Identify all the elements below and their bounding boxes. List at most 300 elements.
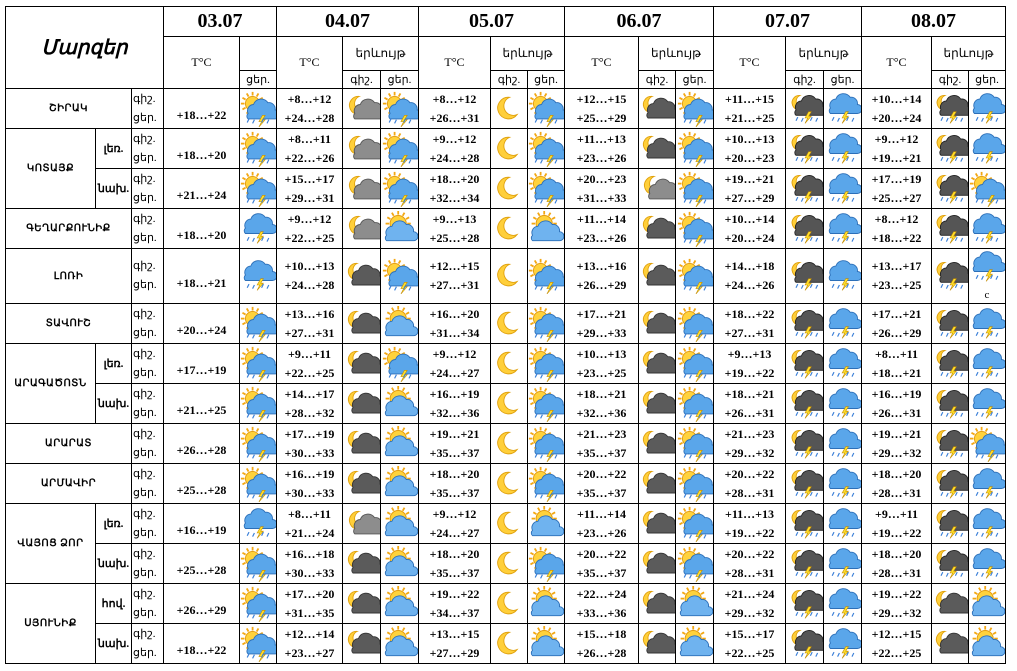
temp-range: [714, 89, 786, 129]
night-temp: +9…+12: [874, 131, 919, 146]
sun-cloud-storm-icon: [240, 89, 277, 129]
night-temp: +16…+19: [871, 386, 922, 401]
moon-storm-icon: [786, 209, 824, 249]
sun-cloud-icon: [528, 209, 565, 249]
day-temp: +18…+22: [164, 624, 240, 664]
night-day-labels: [132, 504, 164, 544]
day-temp: +35…+37: [429, 565, 480, 580]
moon-cloud-icon: [639, 169, 676, 209]
day-temp: +17…+19: [164, 344, 240, 384]
sun-cloud-storm-icon: [676, 504, 714, 544]
day-temp: +29…+32: [724, 445, 775, 460]
day-temp: +22…+25: [284, 230, 335, 245]
sun-cloud-storm-icon: [381, 129, 419, 169]
moon-icon: [491, 249, 528, 304]
temp-range: [565, 344, 639, 384]
temp-header: T°C: [277, 37, 343, 89]
night-temp: +18…+20: [429, 171, 480, 186]
moon-cloud-icon: [343, 504, 381, 544]
cloud-storm-icon: [969, 464, 1006, 504]
cloud-storm-icon: [969, 249, 1006, 304]
cloud-storm-icon: [824, 249, 862, 304]
day-temp: +26…+31: [724, 405, 775, 420]
region-name: ԿՈՏԱՅՔ: [6, 129, 96, 209]
temp-range: [277, 624, 343, 664]
temp-range: [862, 544, 932, 584]
night-temp: +16…+19: [429, 386, 480, 401]
cloud-storm-icon: [969, 344, 1006, 384]
day-temp: +26…+31: [429, 110, 480, 125]
moon-storm-icon: [932, 544, 969, 584]
night-day-labels: [132, 464, 164, 504]
night-temp: +18…+20: [429, 546, 480, 561]
sun-cloud-storm-icon: [528, 544, 565, 584]
moon-dark-cloud-icon: [639, 504, 676, 544]
night-label: գիշ.: [133, 427, 156, 440]
day-temp: +24…+26: [724, 278, 775, 292]
day-label: ցեր.: [133, 646, 157, 659]
night-temp: +18…+21: [576, 386, 627, 401]
temp-range: [419, 209, 491, 249]
temp-range: [419, 249, 491, 304]
moon-cloud-icon: [343, 169, 381, 209]
night-temp: +20…+22: [576, 466, 627, 481]
sun-cloud-icon: [528, 504, 565, 544]
cloud-storm-icon: [969, 384, 1006, 424]
temp-range: [714, 304, 786, 344]
night-temp: +10…+13: [576, 346, 627, 361]
cloud-storm-icon: [824, 544, 862, 584]
day-temp: +21…+25: [164, 384, 240, 424]
phenomenon-header: երևույթ: [343, 37, 419, 71]
day-label: ցեր.: [133, 111, 157, 124]
region-name: ՍՅՈՒՆԻՔ: [6, 584, 96, 664]
night-temp: +20…+22: [724, 466, 775, 481]
temp-range: [419, 304, 491, 344]
sun-cloud-storm-icon: [676, 424, 714, 464]
sun-cloud-storm-icon: [528, 384, 565, 424]
sun-cloud-storm-icon: [381, 169, 419, 209]
night-day-labels: [132, 624, 164, 664]
night-temp: +13…+15: [429, 626, 480, 641]
day-temp: +30…+33: [284, 485, 335, 500]
day-temp: +22…+25: [871, 645, 922, 660]
cloud-storm-icon: [969, 504, 1006, 544]
moon-dark-cloud-icon: [343, 249, 381, 304]
cloud-storm-icon: [824, 624, 862, 664]
night-label: գիշ.: [133, 92, 156, 105]
moon-dark-cloud-icon: [932, 584, 969, 624]
temp-range: [277, 504, 343, 544]
night-subheader: գիշ.: [639, 71, 676, 89]
region-name: ԱՐՄԱՎԻՐ: [6, 464, 132, 504]
region-name: ԳԵՂԱՐՔՈՒՆԻՔ: [6, 209, 132, 249]
day-temp: +21…+24: [284, 525, 335, 540]
sun-cloud-icon: [381, 544, 419, 584]
night-temp: +21…+24: [724, 586, 775, 601]
temp-range: [277, 209, 343, 249]
temp-range: [714, 209, 786, 249]
region-row: [6, 249, 1006, 304]
night-label: գիշ.: [133, 587, 156, 600]
day-temp: +26…+28: [576, 645, 627, 660]
cloud-storm-icon: [240, 249, 277, 304]
day-temp: +32…+36: [576, 405, 627, 420]
moon-dark-cloud-icon: [639, 384, 676, 424]
night-temp: +8…+12: [874, 211, 919, 226]
temp-range: [565, 624, 639, 664]
sun-cloud-icon: [381, 584, 419, 624]
cloud-storm-icon: [240, 209, 277, 249]
moon-storm-icon: [786, 544, 824, 584]
cloud-storm-icon: [824, 384, 862, 424]
day-temp: +27…+31: [724, 325, 775, 340]
cloud-storm-icon: [969, 129, 1006, 169]
night-temp: +13…+16: [576, 259, 627, 273]
night-day-labels: [132, 169, 164, 209]
temp-range: [565, 129, 639, 169]
day-temp: +24…+28: [284, 110, 335, 125]
night-temp: +9…+13: [727, 346, 772, 361]
night-temp: +21…+23: [724, 426, 775, 441]
sun-cloud-storm-icon: [240, 544, 277, 584]
night-subheader: գիշ.: [932, 71, 969, 89]
day-subheader: ցեր.: [381, 71, 419, 89]
moon-dark-cloud-icon: [639, 304, 676, 344]
day-subheader: ցեր.: [824, 71, 862, 89]
region-row: [6, 169, 1006, 209]
date-header: 03.07: [164, 7, 277, 37]
sun-cloud-icon: [381, 209, 419, 249]
day-label: ցեր.: [133, 566, 157, 579]
day-temp: +23…+26: [576, 230, 627, 245]
sun-cloud-storm-icon: [240, 169, 277, 209]
temp-range: [419, 424, 491, 464]
date-header: 05.07: [419, 7, 565, 37]
moon-icon: [491, 304, 528, 344]
subregion-name: նախ.: [96, 624, 132, 664]
sun-cloud-storm-icon: [676, 384, 714, 424]
temp-range: [862, 464, 932, 504]
sun-cloud-storm-icon: [676, 209, 714, 249]
moon-dark-cloud-icon: [343, 384, 381, 424]
night-temp: +10…+14: [871, 91, 922, 106]
temp-range: [714, 344, 786, 384]
cloud-storm-icon: [969, 304, 1006, 344]
night-temp: +9…+12: [432, 131, 477, 146]
night-temp: +9…+13: [432, 211, 477, 226]
sun-cloud-storm-icon: [240, 584, 277, 624]
night-temp: +15…+18: [576, 626, 627, 641]
sun-cloud-storm-icon: [528, 424, 565, 464]
temp-range: [277, 384, 343, 424]
cloud-storm-icon: [824, 129, 862, 169]
day-temp: +26…+31: [871, 405, 922, 420]
day-temp: +31…+35: [284, 605, 335, 620]
night-temp: +12…+15: [576, 91, 627, 106]
day-label: ցեր.: [133, 151, 157, 164]
day-temp: +19…+22: [724, 365, 775, 380]
night-temp: +19…+21: [429, 426, 480, 441]
temp-range: [277, 169, 343, 209]
regions-header: Մարզեր: [6, 7, 164, 89]
day-label: ցեր.: [133, 231, 157, 244]
day-temp: +18…+21: [871, 365, 922, 380]
night-label: գիշ.: [133, 347, 156, 360]
day-temp: +20…+23: [724, 150, 775, 165]
day-temp: +31…+34: [429, 325, 480, 340]
day-temp: +23…+25: [576, 365, 627, 380]
night-temp: +8…+12: [432, 91, 477, 106]
sun-cloud-icon: [381, 624, 419, 664]
moon-storm-icon: [786, 464, 824, 504]
temp-range: [714, 464, 786, 504]
moon-storm-icon: [932, 384, 969, 424]
phenomenon-header: երևույթ: [639, 37, 714, 71]
cloud-storm-icon: [824, 504, 862, 544]
sun-cloud-storm-icon: [381, 89, 419, 129]
temp-range: [419, 344, 491, 384]
night-day-labels: [132, 129, 164, 169]
day-label: ցեր.: [133, 406, 157, 419]
phenomenon-header: երևույթ: [932, 37, 1006, 71]
temp-range: [565, 384, 639, 424]
sun-cloud-icon: [676, 584, 714, 624]
day-temp: +24…+28: [284, 278, 335, 292]
day-temp: +20…+24: [164, 304, 240, 344]
sun-cloud-icon: [381, 304, 419, 344]
moon-storm-icon: [786, 624, 824, 664]
moon-storm-icon: [932, 304, 969, 344]
temp-range: [565, 89, 639, 129]
night-label: գիշ.: [133, 172, 156, 185]
date-header: 04.07: [277, 7, 419, 37]
day-temp: +35…+37: [576, 565, 627, 580]
temp-range: [714, 249, 786, 304]
sun-cloud-storm-icon: [676, 249, 714, 304]
moon-icon: [491, 89, 528, 129]
day-temp: +25…+28: [164, 464, 240, 504]
night-day-labels: [132, 344, 164, 384]
night-temp: +9…+12: [432, 506, 477, 521]
moon-storm-icon: [786, 584, 824, 624]
moon-dark-cloud-icon: [639, 424, 676, 464]
day-temp: +28…+32: [284, 405, 335, 420]
day-temp: +32…+34: [429, 190, 480, 205]
moon-storm-icon: [786, 129, 824, 169]
region-row: [6, 209, 1006, 249]
day-temp: +29…+33: [576, 325, 627, 340]
temp-range: [714, 584, 786, 624]
moon-storm-icon: [786, 89, 824, 129]
day-temp: +26…+28: [164, 424, 240, 464]
night-temp: +9…+11: [874, 506, 918, 521]
moon-cloud-icon: [343, 89, 381, 129]
day-temp: +18…+20: [164, 209, 240, 249]
moon-dark-cloud-icon: [343, 624, 381, 664]
night-temp: +8…+11: [874, 346, 918, 361]
moon-storm-icon: [786, 344, 824, 384]
sun-cloud-storm-icon: [240, 129, 277, 169]
day-temp: +28…+31: [871, 485, 922, 500]
subregion-name: լեռ.: [96, 129, 132, 169]
forecast-sheet: [5, 6, 1006, 664]
temp-range: [419, 89, 491, 129]
temp-range: [714, 544, 786, 584]
night-label: գիշ.: [133, 387, 156, 400]
temp-range: [714, 384, 786, 424]
night-label: գիշ.: [133, 547, 156, 560]
sun-cloud-icon: [381, 424, 419, 464]
day-temp: +34…+37: [429, 605, 480, 620]
day-temp: +24…+28: [429, 150, 480, 165]
moon-dark-cloud-icon: [343, 584, 381, 624]
region-row: [6, 384, 1006, 424]
night-day-labels: [132, 249, 164, 304]
moon-storm-icon: [932, 424, 969, 464]
temp-range: [419, 384, 491, 424]
day-temp: +35…+37: [429, 445, 480, 460]
night-temp: +20…+22: [724, 546, 775, 561]
night-temp: +18…+20: [429, 466, 480, 481]
night-temp: +13…+16: [284, 306, 335, 321]
day-temp: +25…+27: [871, 190, 922, 205]
moon-dark-cloud-icon: [639, 344, 676, 384]
day-temp: +35…+37: [429, 485, 480, 500]
phenomenon-header-empty: [240, 37, 277, 71]
temp-range: [565, 584, 639, 624]
sun-cloud-storm-icon: [528, 89, 565, 129]
day-subheader: ցեր.: [240, 71, 277, 89]
moon-dark-cloud-icon: [639, 544, 676, 584]
temp-range: [565, 209, 639, 249]
night-temp: +20…+23: [576, 171, 627, 186]
temp-range: [419, 504, 491, 544]
night-temp: +16…+20: [429, 306, 480, 321]
sun-cloud-storm-icon: [676, 129, 714, 169]
night-label: գիշ.: [133, 507, 156, 520]
moon-dark-cloud-icon: [343, 304, 381, 344]
temp-range: [862, 384, 932, 424]
subregion-name: հով.: [96, 584, 132, 624]
night-label: գիշ.: [133, 132, 156, 145]
sun-cloud-storm-icon: [240, 304, 277, 344]
day-temp: +32…+36: [429, 405, 480, 420]
day-temp: +20…+24: [724, 230, 775, 245]
day-temp: +27…+29: [429, 645, 480, 660]
moon-storm-icon: [932, 89, 969, 129]
night-temp: +11…+14: [576, 506, 626, 521]
day-temp: +18…+22: [164, 89, 240, 129]
night-temp: +16…+18: [284, 546, 335, 561]
sun-cloud-storm-icon: [676, 169, 714, 209]
night-temp: +22…+24: [576, 586, 627, 601]
night-temp: +8…+11: [287, 131, 331, 146]
temp-range: [862, 624, 932, 664]
temp-header: T°C: [714, 37, 786, 89]
temp-range: [419, 544, 491, 584]
temp-range: [862, 209, 932, 249]
night-temp: +9…+12: [432, 346, 477, 361]
region-name: ԼՈՌԻ: [6, 249, 132, 304]
day-subheader: ցեր.: [969, 71, 1006, 89]
day-label: ցեր.: [133, 486, 157, 499]
cloud-storm-icon: [824, 169, 862, 209]
temp-range: [565, 169, 639, 209]
moon-icon: [491, 544, 528, 584]
temp-range: [277, 129, 343, 169]
subregion-name: լեռ.: [96, 504, 132, 544]
temp-range: [714, 129, 786, 169]
night-temp: +9…+11: [287, 346, 331, 361]
night-temp: +8…+11: [287, 506, 331, 521]
temp-range: [862, 169, 932, 209]
temp-range: [714, 624, 786, 664]
day-temp: +33…+36: [576, 605, 627, 620]
moon-storm-icon: [786, 249, 824, 304]
moon-storm-icon: [932, 464, 969, 504]
temp-range: [419, 129, 491, 169]
moon-storm-icon: [932, 209, 969, 249]
day-temp: +27…+31: [429, 278, 480, 292]
region-row: [6, 344, 1006, 384]
subregion-name: նախ.: [96, 544, 132, 584]
temp-range: [862, 249, 932, 304]
moon-dark-cloud-icon: [639, 89, 676, 129]
cloud-storm-icon: [824, 464, 862, 504]
cloud-storm-icon: [824, 304, 862, 344]
night-temp: +17…+19: [284, 426, 335, 441]
moon-storm-icon: [932, 169, 969, 209]
night-temp: +16…+19: [284, 466, 335, 481]
day-label: ցեր.: [133, 366, 157, 379]
sun-cloud-icon: [381, 504, 419, 544]
night-day-labels: [132, 544, 164, 584]
night-temp: +11…+13: [724, 506, 774, 521]
region-row: [6, 89, 1006, 129]
night-day-labels: [132, 209, 164, 249]
day-temp: +29…+32: [724, 605, 775, 620]
moon-icon: [491, 384, 528, 424]
subregion-name: լեռ.: [96, 344, 132, 384]
temp-range: [419, 169, 491, 209]
night-temp: +11…+14: [576, 211, 626, 226]
night-subheader: գիշ.: [343, 71, 381, 89]
day-temp: +24…+27: [429, 525, 480, 540]
sun-cloud-storm-icon: [240, 344, 277, 384]
temp-range: [862, 304, 932, 344]
night-temp: +14…+18: [724, 259, 775, 273]
cloud-storm-icon: [824, 344, 862, 384]
moon-dark-cloud-icon: [932, 624, 969, 664]
moon-dark-cloud-icon: [639, 129, 676, 169]
night-temp: +19…+22: [871, 586, 922, 601]
region-name: ՇԻՐԱԿ: [6, 89, 132, 129]
forecast-table: [5, 6, 1006, 664]
region-row: [6, 544, 1006, 584]
cloud-storm-icon: [240, 504, 277, 544]
moon-icon: [491, 209, 528, 249]
day-temp: +23…+26: [576, 525, 627, 540]
day-label: ցեր.: [133, 279, 157, 291]
day-label: ցեր.: [133, 606, 157, 619]
moon-icon: [491, 344, 528, 384]
sun-cloud-storm-icon: [969, 424, 1006, 464]
night-label: գիշ.: [133, 627, 156, 640]
moon-dark-cloud-icon: [343, 344, 381, 384]
day-temp: +21…+24: [164, 169, 240, 209]
moon-dark-cloud-icon: [343, 544, 381, 584]
